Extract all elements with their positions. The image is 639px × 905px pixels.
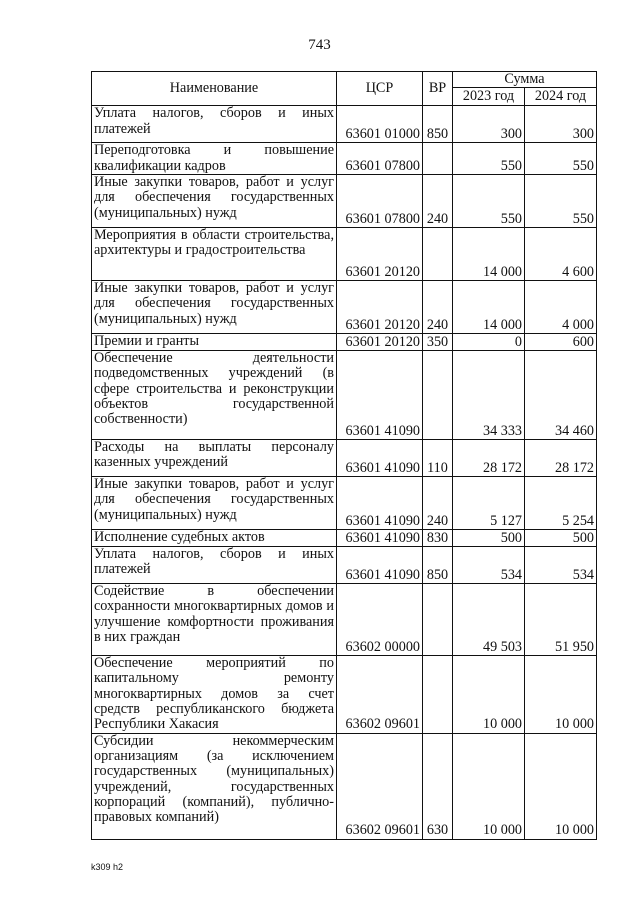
header-row	[92, 72, 597, 88]
row-csr-cell: 63602 09601	[337, 655, 423, 733]
table-row	[92, 546, 597, 583]
row-vr-cell	[423, 583, 453, 655]
row-csr-cell: 63602 00000	[337, 583, 423, 655]
row-csr-cell: 63601 41090	[337, 476, 423, 529]
row-vr-cell: 830	[423, 529, 453, 546]
row-amount-2023-cell: 10 000	[453, 733, 525, 839]
header-year-2023: 2023 год	[453, 88, 525, 106]
row-vr-cell	[423, 227, 453, 280]
row-name-cell: Иные закупки товаров, работ и услуг для обеспечения государственных (муниципальных) нужд	[92, 280, 337, 333]
row-csr-cell: 63601 41090	[337, 529, 423, 546]
row-amount-2024-cell: 550	[525, 174, 597, 227]
row-vr-cell	[423, 350, 453, 439]
row-vr-cell	[423, 143, 453, 175]
row-amount-2024-cell: 300	[525, 106, 597, 143]
row-name-cell: Обеспечение деятельности подведомственных учреждений (в сфере строительства и реконструкции объектов государственной собственности)	[92, 350, 337, 439]
row-amount-2023-cell: 10 000	[453, 655, 525, 733]
row-amount-2024-cell: 4 000	[525, 280, 597, 333]
table-row	[92, 439, 597, 476]
header-name: Наименование	[92, 72, 337, 106]
row-amount-2023-cell: 14 000	[453, 227, 525, 280]
row-vr-cell: 240	[423, 476, 453, 529]
row-amount-2024-cell: 600	[525, 333, 597, 350]
table-row	[92, 174, 597, 227]
row-name-cell: Мероприятия в области строительства, архитектуры и градостроительства	[92, 227, 337, 280]
row-name-cell: Субсидии некоммерческим организациям (за исключением государственных (муниципальных) учреждений, государственных корпораций (компаний), публично-правовых компаний)	[92, 733, 337, 839]
row-amount-2023-cell: 49 503	[453, 583, 525, 655]
row-csr-cell: 63601 20120	[337, 227, 423, 280]
row-vr-cell: 240	[423, 280, 453, 333]
row-csr-cell: 63601 01000	[337, 106, 423, 143]
row-csr-cell: 63601 41090	[337, 546, 423, 583]
table-row	[92, 583, 597, 655]
row-amount-2024-cell: 28 172	[525, 439, 597, 476]
header-sum: Сумма	[453, 72, 597, 88]
row-amount-2023-cell: 300	[453, 106, 525, 143]
row-csr-cell: 63601 07800	[337, 174, 423, 227]
row-name-cell: Обеспечение мероприятий по капитальному ремонту многоквартирных домов за счет средств республиканского бюджета Республики Хакасия	[92, 655, 337, 733]
row-amount-2024-cell: 51 950	[525, 583, 597, 655]
row-amount-2024-cell: 550	[525, 143, 597, 175]
row-csr-cell: 63601 20120	[337, 333, 423, 350]
header-year-2024: 2024 год	[525, 88, 597, 106]
row-csr-cell: 63601 41090	[337, 350, 423, 439]
header-vr: ВР	[423, 72, 453, 106]
row-name-cell: Содействие в обеспечении сохранности многоквартирных домов и улучшение комфортности проживания в них граждан	[92, 583, 337, 655]
row-amount-2023-cell: 500	[453, 529, 525, 546]
row-vr-cell: 110	[423, 439, 453, 476]
row-amount-2023-cell: 534	[453, 546, 525, 583]
table-row	[92, 350, 597, 439]
table-row	[92, 733, 597, 839]
row-name-cell: Уплата налогов, сборов и иных платежей	[92, 106, 337, 143]
table-row	[92, 333, 597, 350]
row-name-cell: Расходы на выплаты персоналу казенных учреждений	[92, 439, 337, 476]
row-vr-cell: 630	[423, 733, 453, 839]
page-number: 743	[308, 37, 331, 53]
row-amount-2024-cell: 10 000	[525, 733, 597, 839]
row-name-cell: Переподготовка и повышение квалификации кадров	[92, 143, 337, 175]
row-name-cell: Иные закупки товаров, работ и услуг для обеспечения государственных (муниципальных) нужд	[92, 174, 337, 227]
budget-table	[91, 71, 597, 840]
row-vr-cell: 240	[423, 174, 453, 227]
row-csr-cell: 63601 41090	[337, 439, 423, 476]
row-amount-2023-cell: 550	[453, 143, 525, 175]
row-csr-cell: 63602 09601	[337, 733, 423, 839]
row-csr-cell: 63601 20120	[337, 280, 423, 333]
table-row	[92, 227, 597, 280]
row-name-cell: Уплата налогов, сборов и иных платежей	[92, 546, 337, 583]
row-amount-2024-cell: 500	[525, 529, 597, 546]
row-amount-2024-cell: 4 600	[525, 227, 597, 280]
row-amount-2023-cell: 550	[453, 174, 525, 227]
footer-code: k309 h2	[91, 862, 124, 872]
table-row	[92, 143, 597, 175]
table-body	[92, 106, 597, 839]
row-vr-cell: 350	[423, 333, 453, 350]
row-amount-2023-cell: 28 172	[453, 439, 525, 476]
row-amount-2023-cell: 14 000	[453, 280, 525, 333]
row-vr-cell	[423, 655, 453, 733]
table-row	[92, 476, 597, 529]
row-amount-2024-cell: 534	[525, 546, 597, 583]
row-vr-cell: 850	[423, 546, 453, 583]
row-name-cell: Иные закупки товаров, работ и услуг для обеспечения государственных (муниципальных) нужд	[92, 476, 337, 529]
row-csr-cell: 63601 07800	[337, 143, 423, 175]
row-vr-cell: 850	[423, 106, 453, 143]
row-name-cell: Премии и гранты	[92, 333, 337, 350]
table-row	[92, 280, 597, 333]
row-amount-2023-cell: 0	[453, 333, 525, 350]
table-row	[92, 655, 597, 733]
header-csr: ЦСР	[337, 72, 423, 106]
row-amount-2024-cell: 5 254	[525, 476, 597, 529]
table-row	[92, 106, 597, 143]
row-amount-2023-cell: 5 127	[453, 476, 525, 529]
table-row	[92, 529, 597, 546]
row-name-cell: Исполнение судебных актов	[92, 529, 337, 546]
row-amount-2024-cell: 10 000	[525, 655, 597, 733]
row-amount-2023-cell: 34 333	[453, 350, 525, 439]
row-amount-2024-cell: 34 460	[525, 350, 597, 439]
